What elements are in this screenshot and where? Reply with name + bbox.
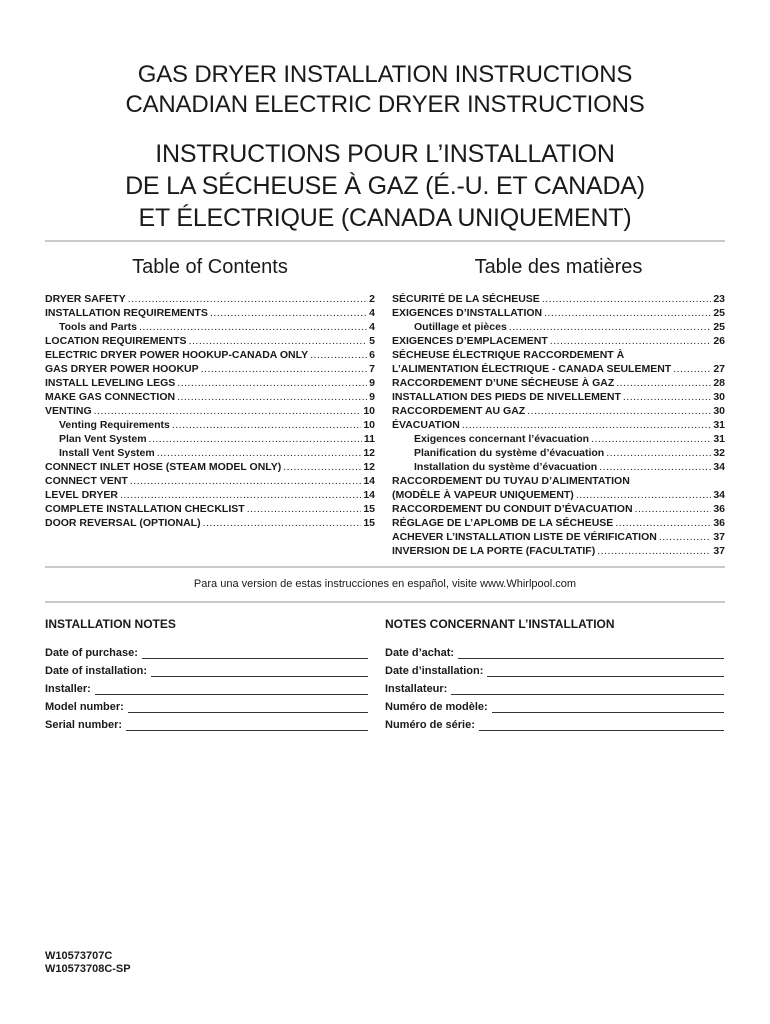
leader-dots bbox=[615, 516, 711, 530]
toc-entry[interactable] bbox=[392, 544, 725, 558]
toc-label: Tools and Parts bbox=[59, 321, 137, 333]
installation-notes-en bbox=[45, 641, 368, 731]
toc-entry[interactable] bbox=[45, 390, 375, 404]
toc-page: 25 bbox=[713, 321, 725, 333]
toc-label: EXIGENCES D’EMPLACEMENT bbox=[392, 335, 548, 347]
toc-page: 4 bbox=[369, 307, 375, 319]
title-fr-line-2: DE LA SÉCHEUSE À GAZ (É.-U. ET CANADA) bbox=[125, 172, 645, 200]
toc-label: Venting Requirements bbox=[59, 419, 170, 431]
notes-field-install-date-fr[interactable] bbox=[385, 659, 724, 677]
installation-notes-heading: INSTALLATION NOTES bbox=[45, 617, 176, 631]
write-in-line[interactable] bbox=[492, 701, 724, 713]
leader-dots bbox=[128, 292, 367, 306]
write-in-line[interactable] bbox=[142, 647, 368, 659]
toc-en bbox=[45, 292, 375, 530]
leader-dots bbox=[120, 488, 361, 502]
toc-label: INSTALLATION DES PIEDS DE NIVELLEMENT bbox=[392, 391, 621, 403]
leader-dots bbox=[576, 488, 712, 502]
leader-dots bbox=[659, 530, 711, 544]
toc-page: 12 bbox=[363, 447, 375, 459]
toc-entry[interactable] bbox=[392, 390, 725, 404]
toc-label: RÉGLAGE DE L’APLOMB DE LA SÉCHEUSE bbox=[392, 517, 614, 529]
toc-entry[interactable] bbox=[392, 334, 725, 348]
leader-dots bbox=[210, 306, 367, 320]
toc-page: 14 bbox=[363, 489, 375, 501]
installation-notes-heading-fr: NOTES CONCERNANT L’INSTALLATION bbox=[385, 617, 615, 631]
toc-entry[interactable] bbox=[45, 502, 375, 516]
toc-label: RACCORDEMENT D’UNE SÉCHEUSE À GAZ bbox=[392, 377, 615, 389]
toc-entry[interactable] bbox=[45, 516, 375, 530]
leader-dots bbox=[544, 306, 711, 320]
toc-page: 15 bbox=[363, 517, 375, 529]
toc-entry[interactable] bbox=[392, 516, 725, 530]
leader-dots bbox=[172, 418, 361, 432]
field-label: Date d’achat: bbox=[385, 647, 455, 659]
toc-page: 30 bbox=[713, 391, 725, 403]
toc-entry[interactable] bbox=[392, 306, 725, 320]
leader-dots bbox=[635, 502, 712, 516]
toc-label: ACHEVER L’INSTALLATION LISTE DE VÉRIFICATION bbox=[392, 531, 657, 543]
toc-label: SÉCURITÉ DE LA SÉCHEUSE bbox=[392, 293, 540, 305]
toc-page: 37 bbox=[713, 545, 725, 557]
toc-entry[interactable] bbox=[392, 474, 725, 488]
toc-entry[interactable] bbox=[392, 348, 725, 362]
notes-field-install-date[interactable] bbox=[45, 659, 368, 677]
toc-page: 36 bbox=[713, 517, 725, 529]
leader-dots bbox=[247, 502, 362, 516]
toc-entry[interactable] bbox=[392, 362, 725, 376]
write-in-line[interactable] bbox=[151, 665, 368, 677]
toc-page: 23 bbox=[713, 293, 725, 305]
toc-label: MAKE GAS CONNECTION bbox=[45, 391, 176, 403]
leader-dots bbox=[94, 404, 362, 418]
title-fr-line-3: ET ÉLECTRIQUE (CANADA UNIQUEMENT) bbox=[138, 204, 632, 232]
field-label: Installer: bbox=[45, 683, 91, 695]
toc-label: ELECTRIC DRYER POWER HOOKUP-CANADA ONLY bbox=[45, 349, 309, 361]
document-code-2: W10573708C-SP bbox=[45, 963, 131, 975]
toc-label: RACCORDEMENT DU TUYAU D’ALIMENTATION bbox=[392, 475, 630, 487]
toc-page: 30 bbox=[713, 405, 725, 417]
leader-dots bbox=[542, 292, 712, 306]
toc-label: SÉCHEUSE ÉLECTRIQUE RACCORDEMENT À bbox=[392, 349, 625, 361]
toc-label: LEVEL DRYER bbox=[45, 489, 118, 501]
toc-label: DRYER SAFETY bbox=[45, 293, 126, 305]
english-title bbox=[0, 60, 770, 120]
title-en-line-1: GAS DRYER INSTALLATION INSTRUCTIONS bbox=[137, 61, 633, 88]
toc-page: 31 bbox=[713, 419, 725, 431]
write-in-line[interactable] bbox=[487, 665, 724, 677]
toc-label: RACCORDEMENT AU GAZ bbox=[392, 405, 526, 417]
toc-entry[interactable] bbox=[45, 376, 375, 390]
spanish-version-note: Para una version de estas instrucciones en español, visite www.Whirlpool.com bbox=[193, 578, 577, 590]
field-label: Model number: bbox=[45, 701, 124, 713]
toc-label: EXIGENCES D’INSTALLATION bbox=[392, 307, 543, 319]
toc-page: 10 bbox=[363, 405, 375, 417]
toc-label: INSTALL LEVELING LEGS bbox=[45, 377, 176, 389]
leader-dots bbox=[527, 404, 711, 418]
write-in-line[interactable] bbox=[479, 719, 724, 731]
toc-entry[interactable] bbox=[392, 460, 725, 474]
toc-entry[interactable] bbox=[392, 376, 725, 390]
toc-label: COMPLETE INSTALLATION CHECKLIST bbox=[45, 503, 245, 515]
toc-page: 26 bbox=[713, 335, 725, 347]
toc-page: 10 bbox=[363, 419, 375, 431]
toc-entry[interactable] bbox=[45, 334, 375, 348]
leader-dots bbox=[310, 348, 367, 362]
title-fr-line-1: INSTRUCTIONS POUR L’INSTALLATION bbox=[155, 140, 615, 168]
toc-entry[interactable] bbox=[392, 530, 725, 544]
title-en-line-2: CANADIAN ELECTRIC DRYER INSTRUCTIONS bbox=[125, 91, 645, 118]
toc-page: 7 bbox=[369, 363, 375, 375]
toc-entry[interactable] bbox=[45, 460, 375, 474]
french-title bbox=[0, 138, 770, 234]
toc-entry[interactable] bbox=[392, 320, 725, 334]
toc-page: 36 bbox=[713, 503, 725, 515]
toc-page: 9 bbox=[369, 377, 375, 389]
notes-field-purchase-date-fr[interactable] bbox=[385, 641, 724, 659]
field-label: Serial number: bbox=[45, 719, 123, 731]
toc-fr bbox=[392, 292, 725, 558]
toc-page: 4 bbox=[369, 321, 375, 333]
toc-label: GAS DRYER POWER HOOKUP bbox=[45, 363, 199, 375]
toc-entry[interactable] bbox=[45, 446, 375, 460]
toc-label: Exigences concernant l’évacuation bbox=[414, 433, 590, 445]
document-codes bbox=[45, 950, 131, 976]
divider-notes bbox=[45, 601, 725, 603]
toc-entry[interactable] bbox=[392, 404, 725, 418]
toc-page: 15 bbox=[363, 503, 375, 515]
toc-page: 34 bbox=[713, 489, 725, 501]
toc-page: 25 bbox=[713, 307, 725, 319]
toc-label: CONNECT INLET HOSE (STEAM MODEL ONLY) bbox=[45, 461, 282, 473]
toc-entry[interactable] bbox=[45, 292, 375, 306]
toc-heading-en: Table of Contents bbox=[132, 256, 288, 278]
toc-label: Outillage et pièces bbox=[414, 321, 507, 333]
toc-entry[interactable] bbox=[45, 404, 375, 418]
write-in-line[interactable] bbox=[128, 701, 368, 713]
leader-dots bbox=[462, 418, 711, 432]
toc-entry[interactable] bbox=[45, 474, 375, 488]
toc-label: INSTALLATION REQUIREMENTS bbox=[45, 307, 208, 319]
toc-entry[interactable] bbox=[392, 432, 725, 446]
toc-entry[interactable] bbox=[392, 418, 725, 432]
leader-dots bbox=[283, 460, 361, 474]
divider-middle bbox=[45, 566, 725, 568]
toc-page: 32 bbox=[713, 447, 725, 459]
leader-dots bbox=[606, 446, 711, 460]
write-in-line[interactable] bbox=[451, 683, 724, 695]
write-in-line[interactable] bbox=[126, 719, 368, 731]
toc-page: 6 bbox=[369, 349, 375, 361]
toc-label: (MODÈLE À VAPEUR UNIQUEMENT) bbox=[392, 489, 574, 501]
toc-entry[interactable] bbox=[392, 488, 725, 502]
leader-dots bbox=[673, 362, 711, 376]
field-label: Installateur: bbox=[385, 683, 448, 695]
leader-dots bbox=[177, 390, 367, 404]
toc-entry[interactable] bbox=[45, 488, 375, 502]
leader-dots bbox=[177, 376, 367, 390]
toc-label: DOOR REVERSAL (OPTIONAL) bbox=[45, 517, 201, 529]
toc-entry[interactable] bbox=[45, 348, 375, 362]
leader-dots bbox=[139, 320, 367, 334]
toc-page: 12 bbox=[363, 461, 375, 473]
write-in-line[interactable] bbox=[458, 647, 724, 659]
leader-dots bbox=[597, 544, 711, 558]
toc-label: VENTING bbox=[45, 405, 92, 417]
notes-field-model-number-fr[interactable] bbox=[385, 695, 724, 713]
notes-field-model-number[interactable] bbox=[45, 695, 368, 713]
field-label: Numéro de modèle: bbox=[385, 701, 488, 713]
leader-dots bbox=[616, 376, 711, 390]
leader-dots bbox=[189, 334, 368, 348]
toc-entry[interactable] bbox=[45, 362, 375, 376]
notes-field-serial-number[interactable] bbox=[45, 713, 368, 731]
toc-page: 9 bbox=[369, 391, 375, 403]
field-label: Date of purchase: bbox=[45, 647, 138, 659]
leader-dots bbox=[149, 432, 362, 446]
notes-field-serial-number-fr[interactable] bbox=[385, 713, 724, 731]
toc-label: RACCORDEMENT DU CONDUIT D’ÉVACUATION bbox=[392, 503, 633, 515]
notes-field-installer-fr[interactable] bbox=[385, 677, 724, 695]
toc-label: INVERSION DE LA PORTE (FACULTATIF) bbox=[392, 545, 596, 557]
toc-page: 34 bbox=[713, 461, 725, 473]
toc-entry[interactable] bbox=[45, 432, 375, 446]
notes-field-installer[interactable] bbox=[45, 677, 368, 695]
toc-page: 31 bbox=[713, 433, 725, 445]
toc-entry[interactable] bbox=[45, 418, 375, 432]
toc-page: 5 bbox=[369, 335, 375, 347]
toc-label: ÉVACUATION bbox=[392, 419, 460, 431]
toc-page: 27 bbox=[713, 363, 725, 375]
leader-dots bbox=[203, 516, 362, 530]
field-label: Date d’installation: bbox=[385, 665, 484, 677]
document-code-1: W10573707C bbox=[45, 950, 113, 962]
field-label: Date of installation: bbox=[45, 665, 148, 677]
toc-entry[interactable] bbox=[45, 306, 375, 320]
write-in-line[interactable] bbox=[95, 683, 368, 695]
toc-entry[interactable] bbox=[392, 446, 725, 460]
toc-label: LOCATION REQUIREMENTS bbox=[45, 335, 187, 347]
leader-dots bbox=[591, 432, 711, 446]
toc-heading-fr: Table des matières bbox=[474, 256, 643, 278]
toc-label: Install Vent System bbox=[59, 447, 155, 459]
leader-dots bbox=[550, 334, 712, 348]
toc-page: 2 bbox=[369, 293, 375, 305]
field-label: Numéro de série: bbox=[385, 719, 475, 731]
leader-dots bbox=[509, 320, 712, 334]
toc-entry[interactable] bbox=[45, 320, 375, 334]
toc-entry[interactable] bbox=[392, 502, 725, 516]
toc-label: Plan Vent System bbox=[59, 433, 147, 445]
toc-page: 37 bbox=[713, 531, 725, 543]
toc-label: L’ALIMENTATION ÉLECTRIQUE - CANADA SEULEMENT bbox=[392, 363, 672, 375]
toc-label: CONNECT VENT bbox=[45, 475, 128, 487]
toc-page: 14 bbox=[363, 475, 375, 487]
leader-dots bbox=[599, 460, 711, 474]
toc-page: 11 bbox=[363, 433, 375, 445]
divider-top bbox=[45, 240, 725, 242]
installation-notes-fr bbox=[385, 641, 724, 731]
leader-dots bbox=[201, 362, 368, 376]
leader-dots bbox=[623, 390, 711, 404]
toc-page: 28 bbox=[713, 377, 725, 389]
leader-dots bbox=[130, 474, 361, 488]
toc-label: Planification du système d’évacuation bbox=[414, 447, 605, 459]
leader-dots bbox=[157, 446, 362, 460]
toc-label: Installation du système d’évacuation bbox=[414, 461, 598, 473]
notes-field-purchase-date[interactable] bbox=[45, 641, 368, 659]
toc-entry[interactable] bbox=[392, 292, 725, 306]
